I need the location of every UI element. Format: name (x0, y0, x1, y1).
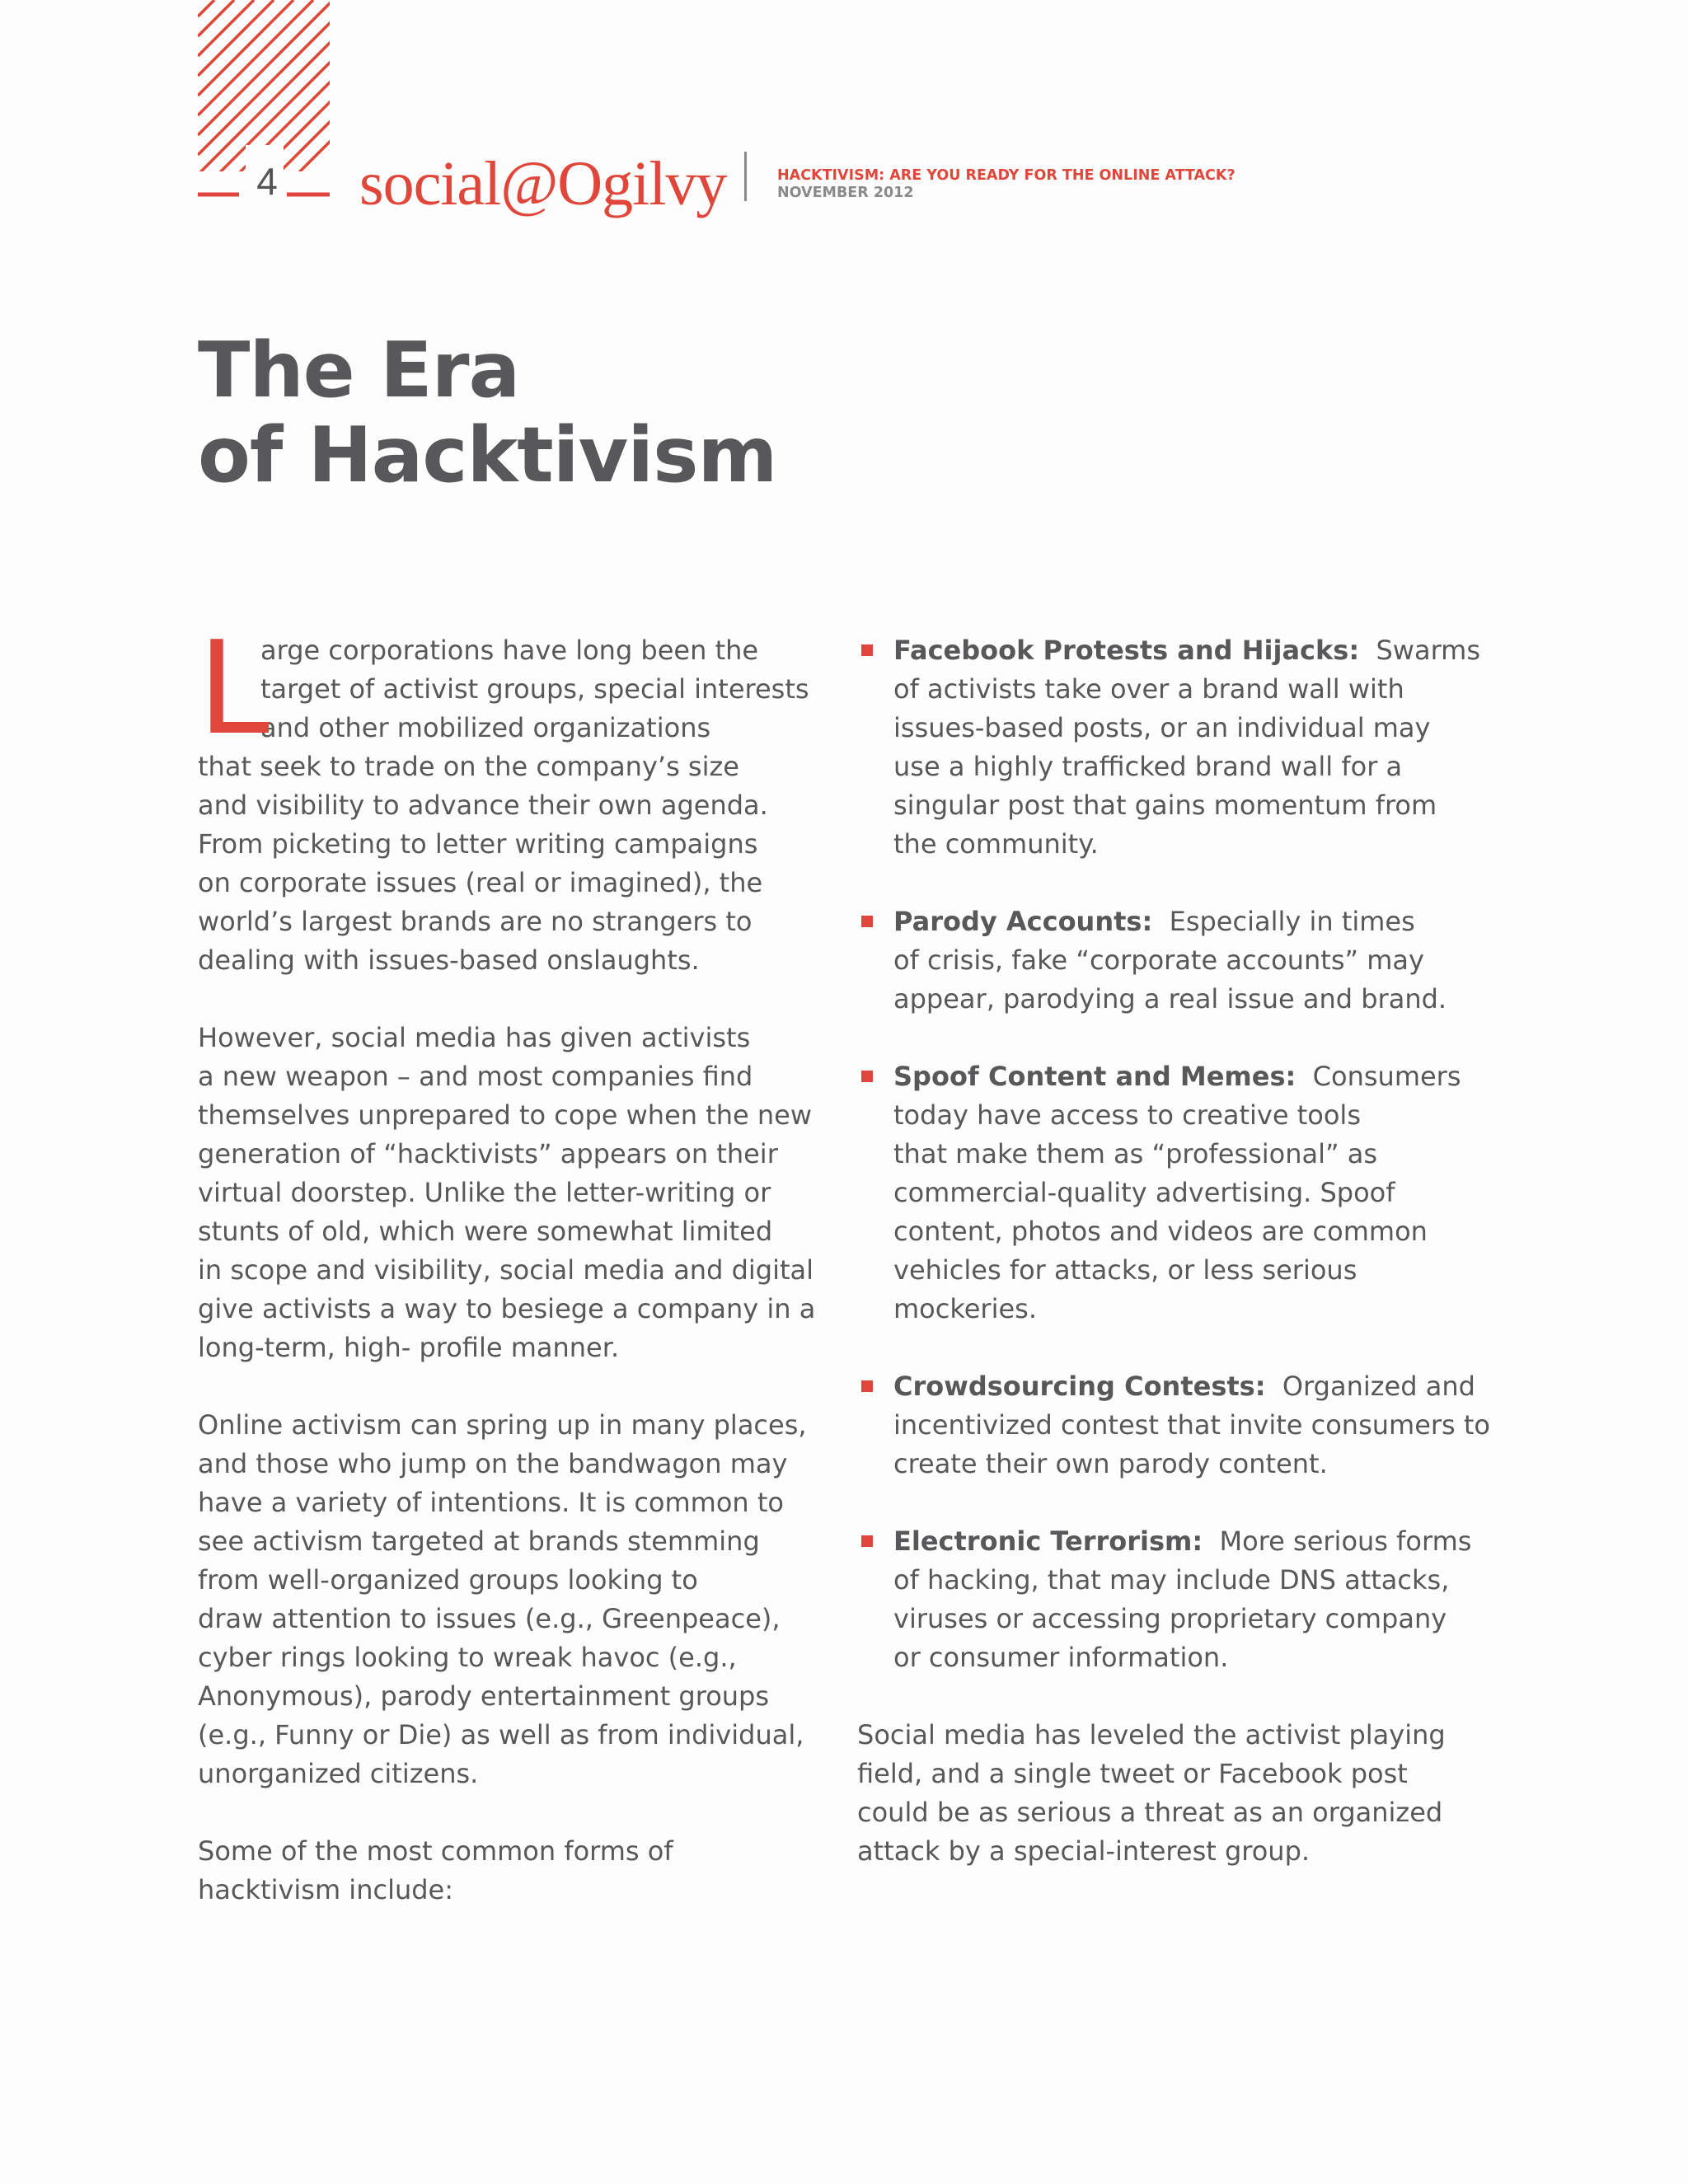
list-item (857, 902, 1508, 1019)
bullet-line: of hacking, that may include DNS attacks, (893, 1564, 1450, 1596)
bullet-line: singular post that gains momentum from (893, 790, 1437, 821)
body-line: unorganized citizens. (198, 1758, 479, 1789)
body-line: From picketing to letter writing campaigns (198, 828, 758, 860)
body-line: Online activism can spring up in many places, (198, 1409, 807, 1441)
intro-line: and other mobilized organizations (260, 712, 711, 743)
page-title (198, 328, 776, 498)
bullet-line: incentivized contest that invite consumers to (893, 1409, 1490, 1441)
body-line: from well-organized groups looking to (198, 1564, 698, 1596)
report-date: NOVEMBER 2012 (777, 185, 914, 201)
bullet-line: that make them as “professional” as (893, 1138, 1377, 1169)
bullet-term: Electronic Terrorism: (893, 1526, 1203, 1557)
page-title-line-2: of Hacktivism (198, 410, 777, 499)
body-line: draw attention to issues (e.g., Greenpeace), (198, 1603, 781, 1634)
list-item (857, 631, 1508, 864)
bullet-line: create their own parody content. (893, 1448, 1328, 1479)
body-line: attack by a special-interest group. (857, 1835, 1311, 1867)
body-line: (e.g., Funny or Die) as well as from individual, (198, 1719, 804, 1750)
bullet-term: Spoof Content and Memes: (893, 1061, 1296, 1092)
bullet-line: commercial-quality advertising. Spoof (893, 1177, 1395, 1208)
hacktivism-forms-list (857, 631, 1508, 1677)
bullet-line: content, photos and videos are common (893, 1216, 1428, 1247)
common-forms-paragraph (198, 1832, 832, 1910)
bullet-line: of crisis, fake “corporate accounts” may (893, 944, 1424, 976)
bullet-line: vehicles for attacks, or less serious (893, 1254, 1357, 1286)
bullet-line: appear, parodying a real issue and brand. (893, 983, 1447, 1015)
bullet-text: Swarms (1376, 635, 1480, 666)
body-line: dealing with issues-based onslaughts. (198, 944, 700, 976)
left-column (198, 613, 832, 1948)
body-line: field, and a single tweet or Facebook post (857, 1758, 1408, 1789)
bullet-line: of activists take over a brand wall with (893, 673, 1404, 705)
bullet-text: Especially in times (1169, 906, 1415, 937)
bullet-line: mockeries. (893, 1293, 1037, 1324)
bullet-text: Consumers (1312, 1061, 1461, 1092)
body-line: Some of the most common forms of (198, 1835, 673, 1867)
square-bullet-icon (861, 1380, 873, 1392)
intro-paragraph (198, 613, 832, 980)
body-line: generation of “hacktivists” appears on their (198, 1138, 778, 1169)
right-column (857, 631, 1508, 1910)
bullet-term: Crowdsourcing Contests: (893, 1371, 1266, 1402)
bullet-line: the community. (893, 828, 1099, 860)
body-line: stunts of old, which were somewhat limited (198, 1216, 773, 1247)
drop-cap: L (198, 613, 270, 763)
body-line: long-term, high- profile manner. (198, 1332, 620, 1363)
body-line: on corporate issues (real or imagined), the (198, 867, 763, 898)
social-media-paragraph (198, 1019, 832, 1367)
body-line: have a variety of intentions. It is common to (198, 1487, 784, 1518)
body-line: hacktivism include: (198, 1874, 454, 1905)
bullet-line: viruses or accessing proprietary company (893, 1603, 1447, 1634)
body-line: world’s largest brands are no strangers to (198, 906, 753, 937)
body-line: and those who jump on the bandwagon may (198, 1448, 788, 1479)
body-line: a new weapon – and most companies find (198, 1061, 753, 1092)
bullet-term: Parody Accounts: (893, 906, 1153, 937)
square-bullet-icon (861, 916, 873, 927)
closing-paragraph (857, 1716, 1508, 1871)
bullet-text: More serious forms (1219, 1526, 1472, 1557)
header-divider (744, 152, 747, 201)
body-line: virtual doorstep. Unlike the letter-writing or (198, 1177, 771, 1208)
bullet-line: use a highly trafficked brand wall for a (893, 751, 1403, 782)
page-title-line-1: The Era (198, 326, 520, 415)
report-title: HACKTIVISM: ARE YOU READY FOR THE ONLINE ATTACK? (777, 167, 1236, 184)
body-line: cyber rings looking to wreak havoc (e.g., (198, 1642, 737, 1673)
body-line: in scope and visibility, social media and digital (198, 1254, 814, 1286)
square-bullet-icon (861, 1071, 873, 1082)
bullet-line: issues-based posts, or an individual may (893, 712, 1431, 743)
intro-line: arge corporations have long been the (260, 635, 759, 666)
list-item (857, 1522, 1508, 1677)
body-line: could be as serious a threat as an organized (857, 1797, 1443, 1828)
body-line: and visibility to advance their own agenda. (198, 790, 768, 821)
intro-line: target of activist groups, special interests (260, 673, 809, 705)
list-item (857, 1367, 1508, 1483)
body-line: Social media has leveled the activist playing (857, 1719, 1446, 1750)
body-line: see activism targeted at brands stemming (198, 1526, 760, 1557)
square-bullet-icon (861, 644, 873, 656)
online-activism-paragraph (198, 1406, 832, 1793)
bullet-term: Facebook Protests and Hijacks: (893, 635, 1360, 666)
body-line: themselves unprepared to cope when the new (198, 1099, 813, 1131)
body-line: However, social media has given activists (198, 1022, 751, 1053)
body-line: that seek to trade on the company’s size (198, 751, 739, 782)
bullet-text: Organized and (1282, 1371, 1475, 1402)
brand-logo: social@Ogilvy (359, 149, 727, 218)
bullet-line: or consumer information. (893, 1642, 1229, 1673)
bullet-line: today have access to creative tools (893, 1099, 1361, 1131)
page-number: 4 (256, 160, 278, 203)
square-bullet-icon (861, 1535, 873, 1547)
list-item (857, 1057, 1508, 1329)
body-line: give activists a way to besiege a company in a (198, 1293, 816, 1324)
body-line: Anonymous), parody entertainment groups (198, 1680, 770, 1712)
